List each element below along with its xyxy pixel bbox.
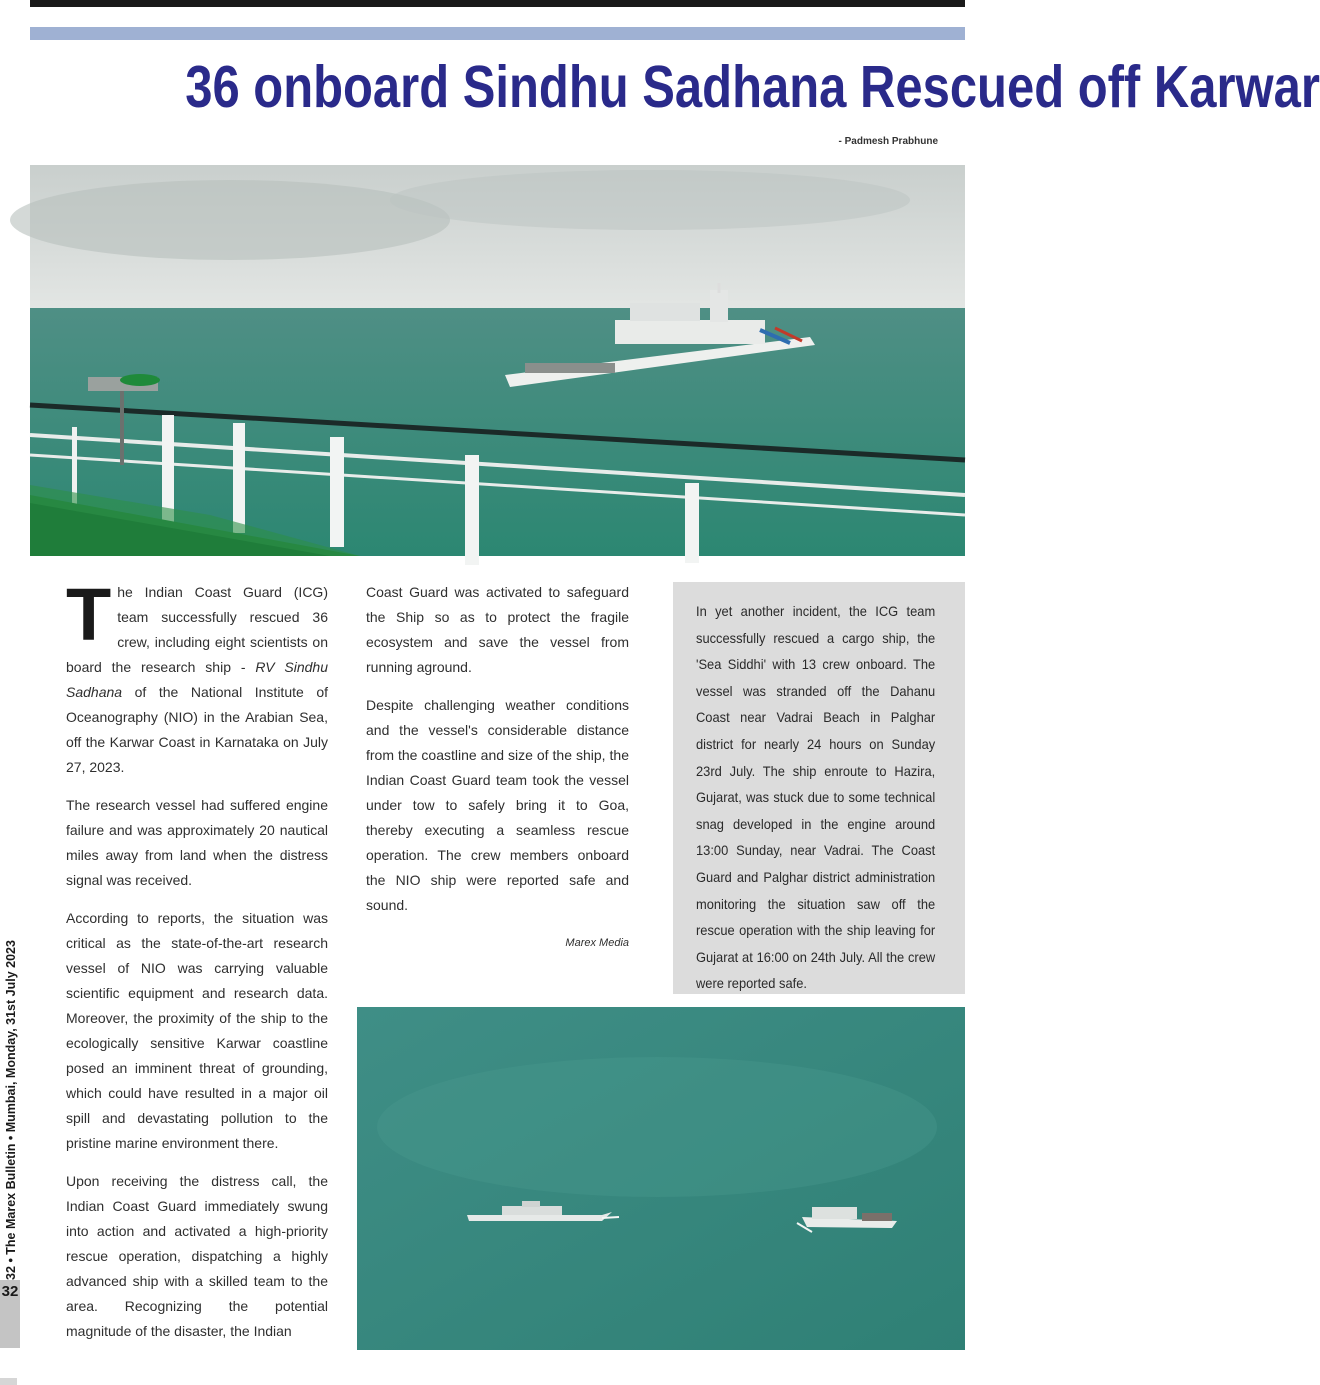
- spine-footer: [2, 940, 20, 1280]
- dropcap: T: [66, 573, 112, 656]
- article-paragraph-3: According to reports, the situation was critical as the state-of-the-art research vessel of NIO was carrying valuable scientific equipment and research data. Moreover, the proximity of the ship to the ecologically sensitive Karwar coastline posed an imminent threat of grounding, which could have resulted in a major oil spill and devastating pollution to the pristine marine environment there.: [66, 910, 328, 1151]
- photo-credit: Marex Media: [565, 937, 629, 949]
- para1-end: of the National Institute of Oceanography (NIO) in the Arabian Sea, off the Karwar Coast in Karnataka on July 27, 2023.: [66, 684, 328, 775]
- article-paragraph-6: Despite challenging weather conditions and the vessel's considerable distance from the coastline and size of the ship, the Indian Coast Guard team took the vessel under tow to safely bring it to Goa, thereby executing a seamless rescue operation. The crew members onboard the NIO ship were reported safe and sound.: [366, 697, 629, 913]
- article-column-2: [366, 580, 629, 956]
- sidebar-text: In yet another incident, the ICG team successfully rescued a cargo ship, the 'Sea Siddhi' with 13 crew onboard. The vessel was stranded off the Dahanu Coast near Vadrai Beach in Palghar district for nearly 24 hours on Sunday 23rd July. The ship enroute to Hazira, Gujarat, was stuck due to some technical snag developed in the engine around 13:00 Sunday, near Vadrai. The Coast Guard and Palghar district administration monitoring the situation saw off the rescue operation with the ship leaving for Gujarat at 16:00 on 24th July. All the crew were reported safe.: [696, 603, 936, 992]
- byline: - Padmesh Prabhune: [838, 136, 938, 147]
- page-number: 32: [1, 1283, 19, 1300]
- spine-text: 32 • The Marex Bulletin • Mumbai, Monday, 31st July 2023: [4, 940, 18, 1280]
- sidebar-box: [673, 582, 965, 994]
- corner-mark: [0, 1378, 17, 1385]
- article-paragraph-5: Coast Guard was activated to safeguard the Ship so as to protect the fragile ecosystem and save the vessel from running aground.: [366, 584, 629, 675]
- article-column-1: [66, 573, 329, 1357]
- header-band: [30, 27, 965, 40]
- top-rule: [30, 0, 965, 7]
- article-paragraph-4: Upon receiving the distress call, the Indian Coast Guard immediately swung into action and activated a high-priority rescue operation, dispatching a highly advanced ship with a skilled team to the area. Recognizing the potential magnitude of the disaster, the Indian: [66, 1173, 328, 1339]
- para1-text: he Indian Coast Guard (ICG) team successfully rescued 36 crew, including eight scientists on board the research ship -: [66, 584, 328, 675]
- headline: 36 onboard Sindhu Sadhana Rescued off Karwar: [185, 54, 1320, 120]
- bottom-photo-aerial-ships: [357, 1007, 965, 1350]
- article-paragraph-1: [66, 573, 329, 780]
- ship-name: RV Sindhu Sadhana: [66, 659, 329, 700]
- article-paragraph-2: The research vessel had suffered engine failure and was approximately 20 nautical miles away from land when the distress signal was received.: [66, 797, 328, 888]
- top-photo-coast-guard-ship: [30, 165, 965, 556]
